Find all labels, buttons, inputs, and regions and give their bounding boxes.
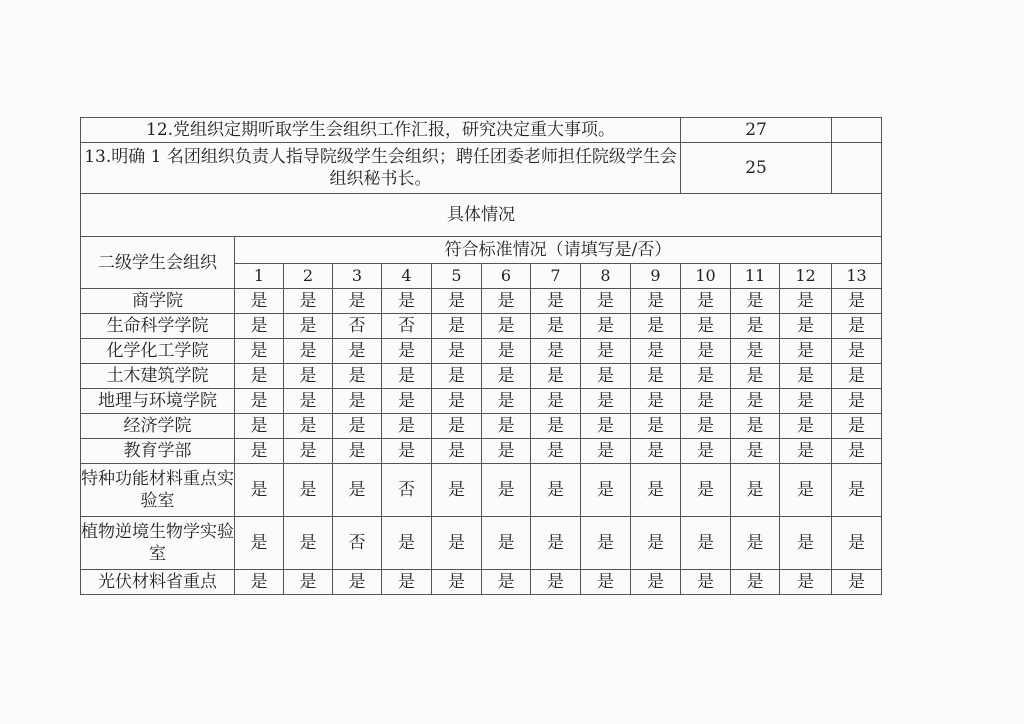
criterion-value: 是 — [432, 570, 482, 595]
criterion-value: 是 — [731, 289, 780, 314]
criterion-value: 是 — [482, 517, 531, 570]
criterion-number: 12 — [780, 264, 832, 289]
table-row — [81, 517, 882, 570]
criterion-value: 是 — [235, 339, 284, 364]
criterion-value: 是 — [780, 289, 832, 314]
criterion-value: 是 — [235, 570, 284, 595]
criterion-value: 是 — [531, 414, 581, 439]
criterion-value: 是 — [531, 389, 581, 414]
criterion-value: 是 — [531, 464, 581, 517]
criterion-value: 是 — [531, 439, 581, 464]
criterion-number: 10 — [681, 264, 731, 289]
criterion-value: 是 — [284, 314, 333, 339]
criterion-value: 是 — [731, 517, 780, 570]
criterion-value: 是 — [681, 339, 731, 364]
criterion-value: 是 — [631, 314, 681, 339]
criterion-value: 是 — [681, 289, 731, 314]
org-name: 特种功能材料重点实验室 — [81, 464, 235, 517]
criterion-value: 是 — [482, 464, 531, 517]
criterion-value: 是 — [531, 570, 581, 595]
criterion-value: 是 — [333, 414, 382, 439]
criterion-value: 是 — [832, 439, 882, 464]
table-row — [81, 339, 882, 364]
criterion-value: 是 — [482, 364, 531, 389]
criterion-value: 是 — [832, 389, 882, 414]
criterion-value: 是 — [631, 414, 681, 439]
criterion-value: 否 — [382, 314, 432, 339]
table-row — [81, 414, 882, 439]
criterion-value: 是 — [333, 389, 382, 414]
org-column-header: 二级学生会组织 — [81, 237, 235, 289]
criterion-value: 是 — [333, 464, 382, 517]
criterion-value: 是 — [731, 314, 780, 339]
criterion-value: 是 — [382, 339, 432, 364]
criterion-value: 是 — [482, 439, 531, 464]
criterion-value: 是 — [284, 364, 333, 389]
item-row-13 — [81, 143, 882, 194]
criterion-value: 是 — [235, 414, 284, 439]
criterion-value: 是 — [681, 439, 731, 464]
criterion-value: 是 — [284, 439, 333, 464]
criterion-value: 是 — [432, 464, 482, 517]
criterion-value: 否 — [382, 464, 432, 517]
criterion-value: 是 — [235, 464, 284, 517]
criterion-number: 9 — [631, 264, 681, 289]
criterion-value: 是 — [382, 414, 432, 439]
criterion-value: 是 — [531, 364, 581, 389]
criterion-value: 是 — [432, 339, 482, 364]
criterion-value: 是 — [832, 517, 882, 570]
criterion-value: 是 — [780, 439, 832, 464]
criterion-value: 是 — [432, 289, 482, 314]
criterion-value: 是 — [681, 389, 731, 414]
criterion-value: 是 — [581, 364, 631, 389]
criterion-value: 是 — [581, 517, 631, 570]
org-name: 经济学院 — [81, 414, 235, 439]
item-row-12 — [81, 118, 882, 143]
criterion-value: 是 — [780, 517, 832, 570]
criterion-value: 是 — [482, 339, 531, 364]
criterion-number: 8 — [581, 264, 631, 289]
org-name: 商学院 — [81, 289, 235, 314]
criterion-number: 6 — [482, 264, 531, 289]
criterion-number: 13 — [832, 264, 882, 289]
criterion-value: 是 — [382, 289, 432, 314]
criterion-value: 是 — [482, 389, 531, 414]
item-text: 13.明确 1 名团组织负责人指导院级学生会组织；聘任团委老师担任院级学生会组织秘书长。 — [81, 143, 681, 194]
criterion-value: 是 — [284, 289, 333, 314]
criterion-value: 是 — [631, 464, 681, 517]
criterion-value: 是 — [531, 517, 581, 570]
criterion-value: 是 — [780, 570, 832, 595]
criterion-value: 是 — [832, 464, 882, 517]
criterion-value: 是 — [731, 389, 780, 414]
criterion-value: 是 — [531, 314, 581, 339]
criterion-value: 是 — [631, 570, 681, 595]
criterion-number: 11 — [731, 264, 780, 289]
criterion-value: 是 — [432, 439, 482, 464]
data-body — [81, 289, 882, 595]
criterion-value: 是 — [284, 517, 333, 570]
item-note — [832, 143, 882, 194]
criterion-value: 是 — [382, 364, 432, 389]
criterion-value: 是 — [731, 570, 780, 595]
criterion-value: 是 — [681, 414, 731, 439]
table-row — [81, 570, 882, 595]
criterion-value: 是 — [832, 414, 882, 439]
criterion-value: 是 — [382, 439, 432, 464]
criterion-value: 是 — [631, 439, 681, 464]
criterion-number: 2 — [284, 264, 333, 289]
criterion-value: 是 — [731, 439, 780, 464]
criterion-value: 是 — [631, 339, 681, 364]
criterion-value: 是 — [432, 414, 482, 439]
section-row — [81, 194, 882, 237]
item-note — [832, 118, 882, 143]
table-row — [81, 439, 882, 464]
criterion-value: 是 — [681, 464, 731, 517]
criterion-value: 是 — [235, 439, 284, 464]
criterion-value: 是 — [333, 289, 382, 314]
org-name: 土木建筑学院 — [81, 364, 235, 389]
criterion-value: 是 — [631, 389, 681, 414]
criterion-number: 1 — [235, 264, 284, 289]
criterion-number: 3 — [333, 264, 382, 289]
table-row — [81, 314, 882, 339]
org-name: 地理与环境学院 — [81, 389, 235, 414]
criterion-value: 是 — [581, 439, 631, 464]
criterion-value: 是 — [432, 314, 482, 339]
criterion-value: 否 — [333, 517, 382, 570]
criterion-value: 是 — [780, 414, 832, 439]
criterion-value: 是 — [482, 414, 531, 439]
criterion-value: 是 — [581, 464, 631, 517]
criterion-value: 是 — [581, 414, 631, 439]
criterion-value: 否 — [333, 314, 382, 339]
criterion-value: 是 — [780, 389, 832, 414]
criterion-value: 是 — [432, 389, 482, 414]
criterion-value: 是 — [333, 339, 382, 364]
criterion-value: 是 — [284, 389, 333, 414]
table-row — [81, 389, 882, 414]
criterion-value: 是 — [235, 289, 284, 314]
criterion-value: 是 — [482, 314, 531, 339]
criterion-value: 是 — [235, 517, 284, 570]
criterion-value: 是 — [731, 464, 780, 517]
criterion-value: 是 — [482, 570, 531, 595]
criterion-value: 是 — [333, 364, 382, 389]
criterion-value: 是 — [581, 339, 631, 364]
org-name: 生命科学学院 — [81, 314, 235, 339]
criterion-value: 是 — [581, 289, 631, 314]
criterion-value: 是 — [581, 570, 631, 595]
criterion-value: 是 — [832, 364, 882, 389]
criterion-value: 是 — [832, 314, 882, 339]
org-name: 教育学部 — [81, 439, 235, 464]
criterion-value: 是 — [631, 289, 681, 314]
criterion-value: 是 — [531, 289, 581, 314]
criterion-value: 是 — [581, 314, 631, 339]
org-name: 植物逆境生物学实验室 — [81, 517, 235, 570]
table-row — [81, 464, 882, 517]
criterion-value: 是 — [681, 570, 731, 595]
criterion-value: 是 — [432, 517, 482, 570]
table-row — [81, 289, 882, 314]
criterion-value: 是 — [382, 389, 432, 414]
standard-header: 符合标准情况（请填写是/否） — [235, 237, 882, 264]
criterion-value: 是 — [284, 570, 333, 595]
evaluation-table — [80, 117, 882, 595]
criterion-value: 是 — [482, 289, 531, 314]
criterion-value: 是 — [832, 570, 882, 595]
criterion-value: 是 — [832, 289, 882, 314]
criterion-value: 是 — [780, 364, 832, 389]
criterion-value: 是 — [681, 364, 731, 389]
criterion-value: 是 — [284, 339, 333, 364]
criterion-value: 是 — [631, 364, 681, 389]
criterion-value: 是 — [333, 439, 382, 464]
criterion-value: 是 — [284, 414, 333, 439]
criterion-value: 是 — [681, 314, 731, 339]
criterion-value: 是 — [780, 464, 832, 517]
criterion-value: 是 — [581, 389, 631, 414]
criterion-value: 是 — [832, 339, 882, 364]
criterion-number: 7 — [531, 264, 581, 289]
criterion-value: 是 — [731, 339, 780, 364]
criterion-value: 是 — [382, 517, 432, 570]
criterion-value: 是 — [235, 389, 284, 414]
criterion-value: 是 — [681, 517, 731, 570]
item-score: 25 — [681, 143, 832, 194]
criterion-value: 是 — [235, 314, 284, 339]
header-row — [81, 237, 882, 264]
criterion-number: 4 — [382, 264, 432, 289]
item-text: 12.党组织定期听取学生会组织工作汇报，研究决定重大事项。 — [81, 118, 681, 143]
criterion-value: 是 — [235, 364, 284, 389]
criterion-value: 是 — [531, 339, 581, 364]
criterion-value: 是 — [731, 414, 780, 439]
table-row — [81, 364, 882, 389]
criterion-value: 是 — [780, 314, 832, 339]
org-name: 化学化工学院 — [81, 339, 235, 364]
section-title: 具体情况 — [81, 194, 882, 237]
criterion-value: 是 — [333, 570, 382, 595]
criterion-value: 是 — [284, 464, 333, 517]
criterion-value: 是 — [382, 570, 432, 595]
criterion-number: 5 — [432, 264, 482, 289]
criterion-value: 是 — [631, 517, 681, 570]
criterion-value: 是 — [731, 364, 780, 389]
item-score: 27 — [681, 118, 832, 143]
org-name: 光伏材料省重点 — [81, 570, 235, 595]
criterion-value: 是 — [432, 364, 482, 389]
criterion-value: 是 — [780, 339, 832, 364]
